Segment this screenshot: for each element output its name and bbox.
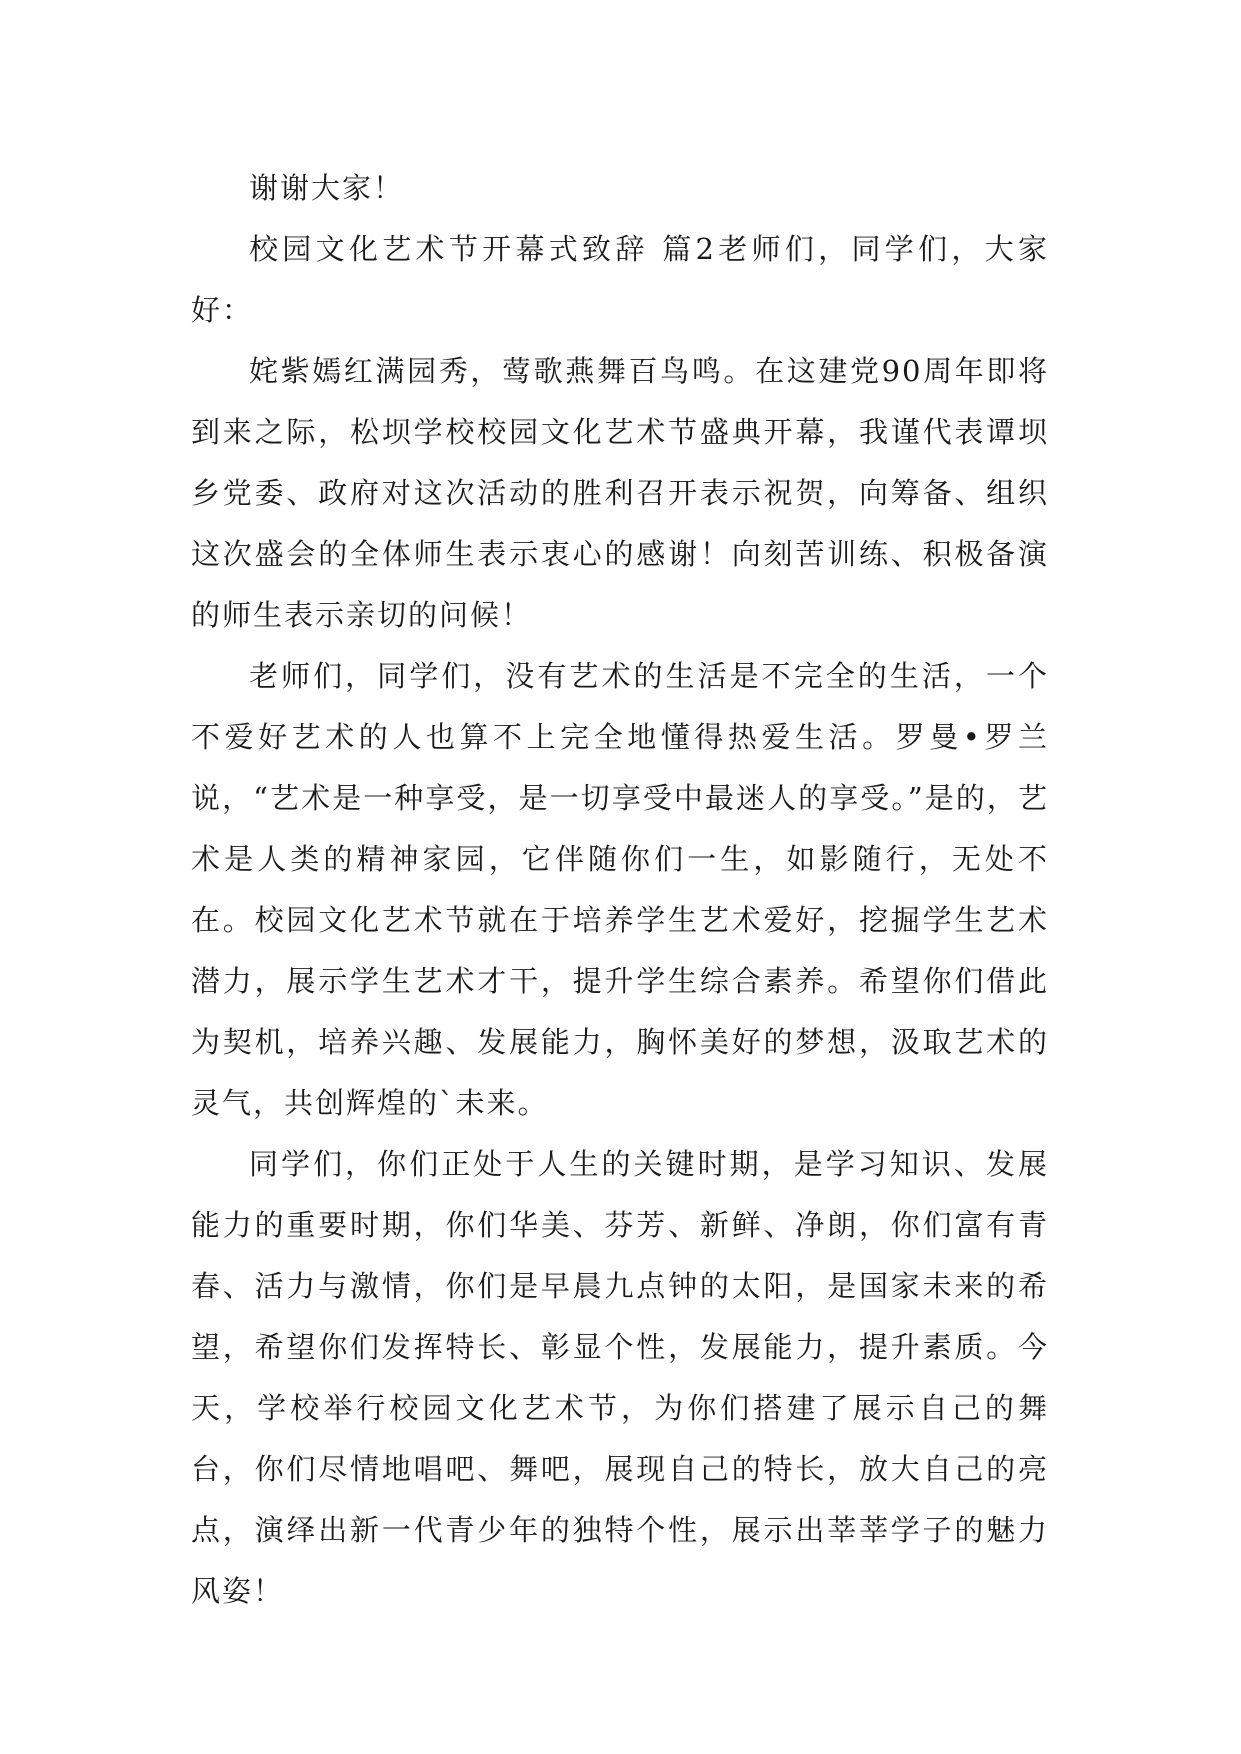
paragraph-art-and-life: 老师们，同学们，没有艺术的生活是不完全的生活，一个不爱好艺术的人也算不上完全地懂得热爱生活。罗曼•罗兰说，“艺术是一种享受，是一切享受中最迷人的享受。”是的，艺术是人类的精神家园，它伴随你们一生，如影随行，无处不在。校园文化艺术节就在于培养学生艺术爱好，挖掘学生艺术潜力，展示学生艺术才干，提升学生综合素养。希望你们借此为契机，培养兴趣、发展能力，胸怀美好的梦想，汲取艺术的灵气，共创辉煌的`未来。 xyxy=(191,659,1049,1120)
paragraph-speech-title-greeting: 校园文化艺术节开幕式致辞 篇2老师们，同学们，大家好： xyxy=(191,232,1049,327)
paragraph-opening-congratulations: 姹紫嫣红满园秀，莺歌燕舞百鸟鸣。在这建党90周年即将到来之际，松坝学校校园文化艺术节盛典开幕，我谨代表谭坝乡党委、政府对这次活动的胜利召开表示祝贺，向筹备、组织这次盛会的全体师生表示衷心的感谢！向刻苦训练、积极备演的师生表示亲切的问候！ xyxy=(191,354,1049,632)
paragraph-closing-thanks: 谢谢大家！ xyxy=(249,171,405,205)
paragraph-students-encouragement: 同学们，你们正处于人生的关键时期，是学习知识、发展能力的重要时期，你们华美、芬芳、新鲜、净朗，你们富有青春、活力与激情，你们是早晨九点钟的太阳，是国家未来的希望，希望你们发挥特长、彰显个性，发展能力，提升素质。今天，学校举行校园文化艺术节，为你们搭建了展示自己的舞台，你们尽情地唱吧、舞吧，展现自己的特长，放大自己的亮点，演绎出新一代青少年的独特个性，展示出莘莘学子的魅力风姿！ xyxy=(191,1147,1049,1608)
document-body xyxy=(191,158,1049,1622)
